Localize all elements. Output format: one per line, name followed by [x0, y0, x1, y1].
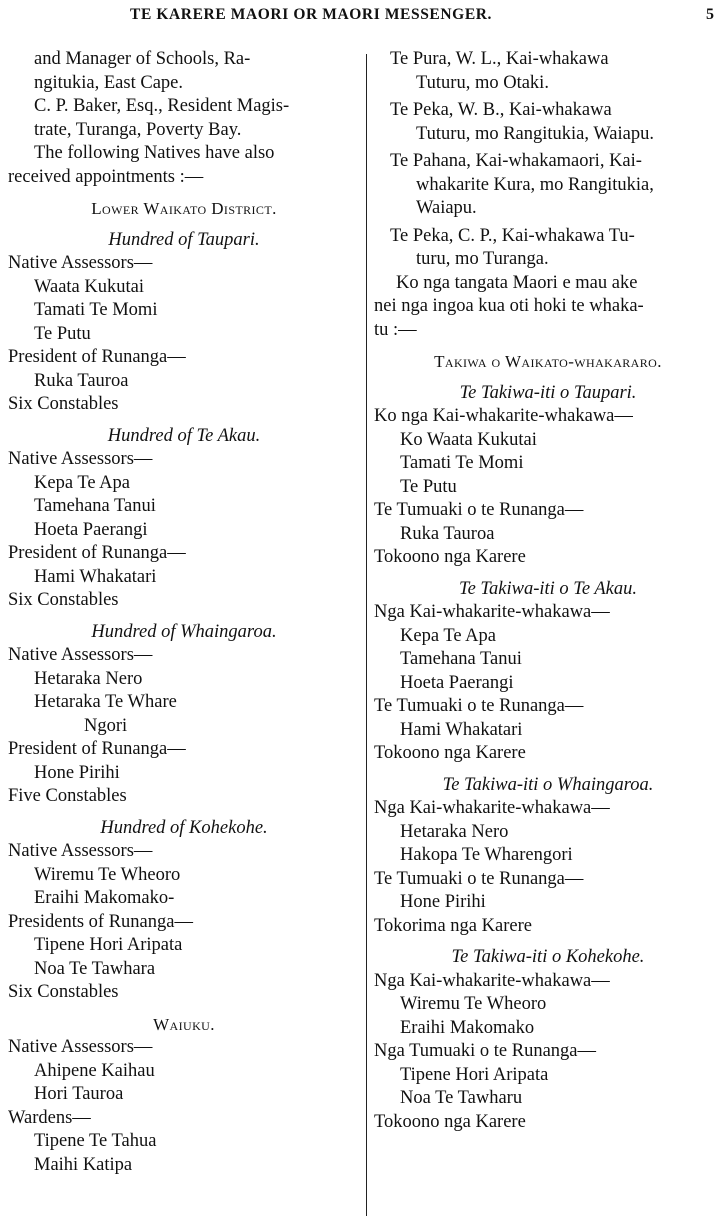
text-line: Ruka Tauroa [400, 523, 495, 544]
text-line: tu :— [374, 319, 417, 340]
text-line: Hami Whakatari [400, 719, 523, 740]
text-line: Te Pahana, Kai-whakamaori, Kai- [390, 151, 642, 171]
text-line: Eraihi Makomako- [34, 888, 175, 908]
text-line: Six Constables [8, 590, 119, 610]
spacer [8, 613, 360, 621]
right-column [374, 48, 722, 1134]
text-line: Hakopa Te Wharengori [400, 845, 573, 865]
text-line: Hetaraka Nero [400, 821, 509, 842]
page-number: 5 [706, 6, 714, 23]
text-line: Nga Tumuaki o te Runanga— [374, 1041, 596, 1061]
section-heading: Te Takiwa-iti o Taupari. [459, 382, 637, 403]
column-divider [366, 54, 367, 1216]
text-line: Native Assessors— [8, 253, 153, 273]
text-line: Wardens— [8, 1107, 91, 1128]
text-line: Ruka Tauroa [34, 370, 129, 391]
spacer [8, 417, 360, 425]
text-line: Waata Kukutai [34, 276, 144, 297]
text-line: President of Runanga— [8, 543, 186, 563]
text-line: Kepa Te Apa [400, 625, 496, 646]
text-line: Maihi Katipa [34, 1154, 133, 1175]
text-line: Ko nga Kai-whakarite-whakawa— [374, 406, 633, 426]
section-heading: Waiuku. [153, 1014, 215, 1034]
text-line: Presidents of Runanga— [8, 911, 193, 932]
text-line: turu, mo Turanga. [416, 249, 549, 269]
text-line: Wiremu Te Wheoro [400, 994, 547, 1014]
text-line: Six Constables [8, 394, 119, 414]
page-header [0, 6, 728, 28]
text-line: Te Putu [400, 476, 457, 497]
text-line: Ngori [84, 715, 128, 736]
text-line: Nga Kai-whakarite-whakawa— [374, 602, 610, 622]
text-line: Hone Pirihi [34, 762, 120, 783]
text-line: Nga Kai-whakarite-whakawa— [374, 798, 610, 818]
text-line: ngitukia, East Cape. [34, 72, 183, 93]
spacer [8, 809, 360, 817]
text-line: Five Constables [8, 786, 127, 806]
text-line: and Manager of Schools, Ra- [34, 49, 251, 69]
text-line: Hoeta Paerangi [400, 672, 514, 693]
text-line: Tokoono nga Karere [374, 743, 526, 763]
text-line: Native Assessors— [8, 841, 153, 861]
text-line: Te Tumuaki o te Runanga— [374, 500, 584, 520]
text-line: Native Assessors— [8, 449, 153, 469]
spacer [8, 221, 360, 229]
text-line: Hetaraka Nero [34, 668, 143, 689]
text-line: Ko Waata Kukutai [400, 429, 537, 450]
text-line: Tipene Te Tahua [34, 1131, 157, 1151]
section-heading: Hundred of Kohekohe. [100, 817, 268, 838]
text-line: whakarite Kura, mo Rangitukia, [416, 174, 654, 195]
spacer [8, 1005, 360, 1013]
text-line: Kepa Te Apa [34, 472, 130, 493]
text-line: Te Tumuaki o te Runanga— [374, 696, 584, 716]
section-heading: Hundred of Whaingaroa. [91, 621, 277, 642]
text-line: Te Peka, W. B., Kai-whakawa [390, 100, 612, 120]
text-line: nei nga ingoa kua oti hoki te whaka- [374, 296, 644, 316]
text-line: Eraihi Makomako [400, 1017, 535, 1038]
text-line: Te Peka, C. P., Kai-whakawa Tu- [390, 225, 635, 246]
text-line: Tokoono nga Karere [374, 547, 526, 567]
text-line: Tuturu, mo Otaki. [416, 72, 549, 93]
text-line: Ahipene Kaihau [34, 1060, 155, 1081]
text-line: Tuturu, mo Rangitukia, Waiapu. [416, 123, 654, 144]
text-line: Native Assessors— [8, 645, 153, 665]
section-heading: Takiwa o Waikato-whakararo. [434, 352, 662, 371]
text-line: Te Putu [34, 323, 91, 344]
spacer [374, 570, 722, 578]
text-line: Nga Kai-whakarite-whakawa— [374, 970, 610, 991]
text-line: Tipene Hori Aripata [34, 935, 183, 955]
section-heading: Hundred of Te Akau. [107, 425, 261, 446]
text-line: Hone Pirihi [400, 892, 486, 912]
text-line: Six Constables [8, 982, 119, 1002]
text-line: Hori Tauroa [34, 1084, 124, 1104]
text-line: trate, Turanga, Poverty Bay. [34, 119, 242, 140]
spacer [8, 189, 360, 197]
text-line: The following Natives have also [34, 143, 275, 163]
text-line: received appointments :— [8, 166, 204, 187]
section-heading: Lower Waikato District. [91, 199, 277, 218]
text-line: Native Assessors— [8, 1037, 153, 1057]
text-line: Hetaraka Te Whare [34, 692, 177, 712]
text-line: Noa Te Tawhara [34, 958, 156, 979]
text-line: Tamehana Tanui [400, 649, 522, 669]
text-line: Tokoono nga Karere [374, 1111, 526, 1132]
text-line: Hoeta Paerangi [34, 519, 148, 540]
text-line: Tamati Te Momi [34, 300, 158, 320]
section-heading: Te Takiwa-iti o Kohekohe. [451, 947, 645, 967]
spacer [374, 938, 722, 946]
spacer [374, 342, 722, 350]
left-column [8, 48, 360, 1177]
section-heading: Te Takiwa-iti o Whaingaroa. [442, 774, 654, 795]
text-line: Tipene Hori Aripata [400, 1064, 549, 1085]
text-line: C. P. Baker, Esq., Resident Magis- [34, 96, 290, 116]
text-line: President of Runanga— [8, 739, 186, 759]
text-line: Hami Whakatari [34, 566, 157, 587]
text-line: Te Pura, W. L., Kai-whakawa [390, 49, 609, 69]
text-line: President of Runanga— [8, 347, 186, 367]
text-line: Ko nga tangata Maori e mau ake [396, 272, 638, 293]
text-line: Waiapu. [416, 198, 477, 218]
section-heading: Hundred of Taupari. [108, 229, 260, 250]
spacer [374, 766, 722, 774]
text-line: Te Tumuaki o te Runanga— [374, 868, 584, 889]
section-heading: Te Takiwa-iti o Te Akau. [458, 578, 638, 599]
text-line: Tamehana Tanui [34, 496, 156, 516]
spacer [374, 374, 722, 382]
text-line: Wiremu Te Wheoro [34, 864, 181, 885]
text-line: Noa Te Tawharu [400, 1088, 523, 1108]
text-line: Tamati Te Momi [400, 453, 524, 473]
running-title: TE KARERE MAORI OR MAORI MESSENGER. [130, 6, 493, 23]
text-line: Tokorima nga Karere [374, 915, 532, 936]
